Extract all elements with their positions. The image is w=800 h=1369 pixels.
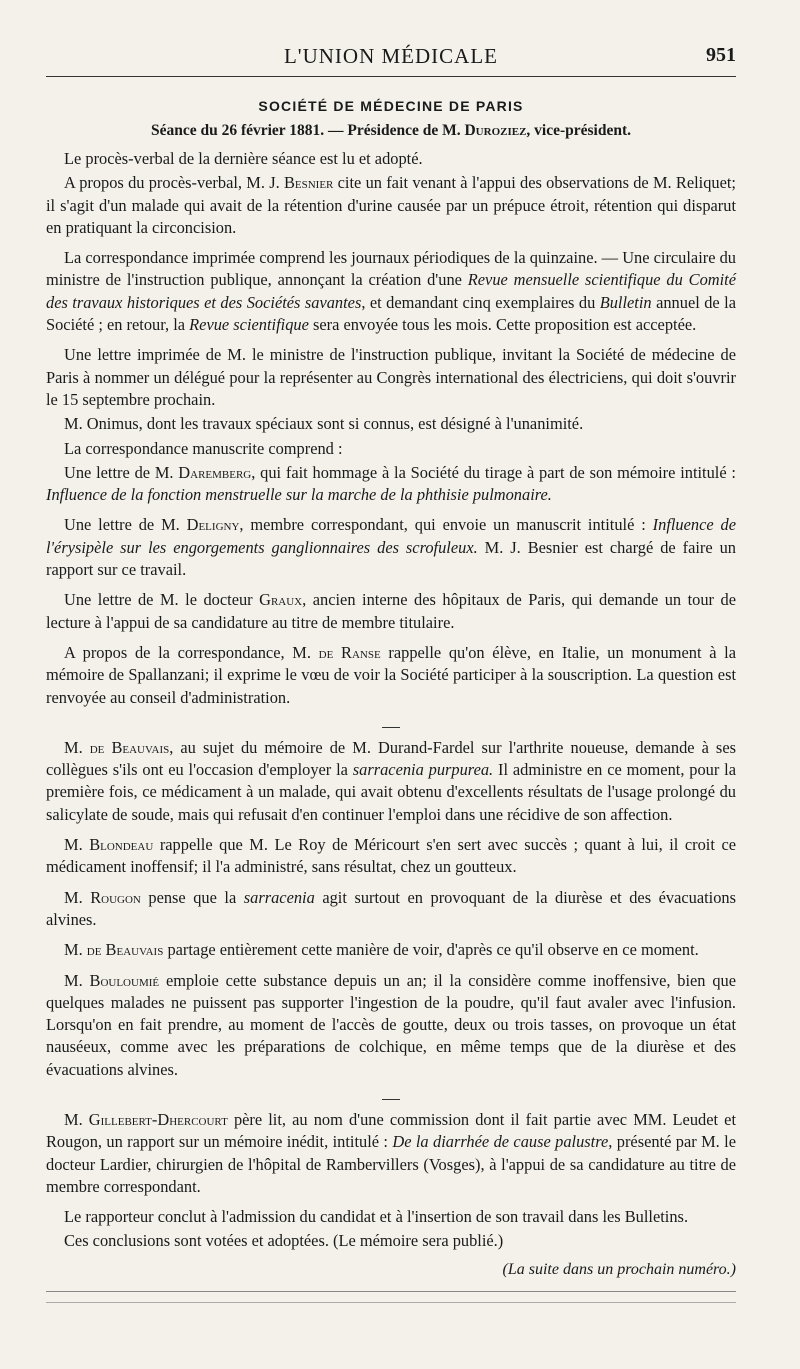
person-name: Daremberg	[178, 462, 252, 482]
paragraph	[46, 939, 736, 961]
publication-title: Revue scientifique	[189, 315, 309, 335]
text-run: partage entièrement cette manière de voir, d'après ce qu'il observe en ce moment.	[163, 940, 699, 960]
memoir-title: Influence de l'érysipèle sur les engorgements ganglionnaires des scrofuleux.	[46, 515, 736, 557]
journal-title: L'UNION MÉDICALE	[283, 44, 498, 68]
paragraph	[46, 887, 736, 932]
publication-title: Bulletin	[599, 292, 652, 312]
text-run: Une lettre de M.	[64, 462, 179, 482]
text-run: M.	[64, 835, 90, 855]
person-name: de Ranse	[318, 642, 381, 662]
seance-suffix: , vice-président.	[526, 122, 632, 139]
text-run: M.	[64, 737, 90, 757]
person-name: Bouloumié	[89, 970, 160, 990]
text-run: rappelle que M. Le Roy de Méricourt s'en sert avec succès ; quant à lui, il croit ce médicament inoffensif; il l'a administré, sans résultat, chez un goutteux.	[46, 835, 736, 877]
person-name: de Beauvais	[86, 940, 164, 960]
seance-prefix: Séance du 26 février 1881. — Présidence de M.	[150, 122, 465, 139]
president-name: Duroziez	[464, 122, 527, 139]
person-name: Blondeau	[89, 835, 154, 855]
text-run: Ces conclusions sont votées et adoptées. (Le mémoire sera publié.)	[64, 1231, 504, 1251]
text-run: M.	[64, 940, 87, 960]
text-run: rappelle qu'on élève, en Italie, un monument à la mémoire de Spallanzani; il exprime le vœu de voir la Société participer à la souscription. La question est renvoyée au conseil d'administration.	[46, 642, 736, 707]
text-run: M. Onimus, dont les travaux spéciaux sont si connus, est désigné à l'unanimité.	[64, 414, 584, 434]
paragraph	[46, 413, 736, 435]
text-run: La correspondance manuscrite comprend :	[64, 438, 343, 458]
text-run: emploie cette substance depuis un an; il la considère comme inoffensive, bien que quelques malades ne puissent pas supporter l'ingestion de la poudre, qu'il faut avaler avec l'infusion. Lorsqu'on en fait prendre, au moment de l'accès de goutte, deux ou trois tasses, on provoque un état nauséeux, comme avec les préparations de colchique, en même temps que de la diurèse et des évacuations alvines.	[46, 970, 736, 1079]
header-rule	[46, 76, 736, 77]
person-name: Besnier	[283, 173, 334, 193]
text-run: agit surtout en provoquant de la diurèse et des évacuations alvines.	[46, 887, 736, 929]
paragraph	[46, 438, 736, 460]
text-run: sera envoyée tous les mois. Cette proposition est acceptée.	[308, 315, 697, 335]
text-run: , membre correspondant, qui envoie un manuscrit intitulé :	[239, 515, 653, 535]
paragraph	[46, 589, 736, 634]
seance-line	[46, 122, 736, 140]
page-number: 951	[706, 44, 736, 66]
paragraph	[46, 148, 736, 170]
paragraph	[46, 1109, 736, 1198]
paragraph	[46, 1230, 736, 1252]
plant-name: sarracenia	[243, 887, 315, 907]
text-run: Le rapporteur conclut à l'admission du candidat et à l'insertion de son travail dans les Bulletins.	[64, 1207, 689, 1227]
text-run: Le procès-verbal de la dernière séance est lu et adopté.	[64, 149, 423, 168]
document-page	[46, 20, 736, 1303]
text-run: , au sujet du mémoire de M. Durand-Fardel sur l'arthrite noueuse, demande à ses collègues s'ils ont eu l'occasion d'employer la	[46, 737, 736, 780]
text-run: Une lettre de M.	[64, 515, 187, 535]
text-run: La correspondance imprimée comprend les journaux périodiques de la quinzaine. — Une circulaire du ministre de l'instruction publique, annonçant la création d'une	[46, 248, 736, 290]
text-run: M.	[64, 970, 90, 990]
text-run: , et demandant cinq exemplaires du	[361, 292, 600, 312]
page-header	[46, 20, 736, 76]
text-run: pense que la	[140, 887, 244, 907]
person-name: de Beauvais	[89, 737, 170, 757]
plant-name: sarracenia purpurea.	[352, 760, 494, 780]
separator	[46, 1089, 736, 1103]
separator	[46, 717, 736, 731]
footer-rule	[46, 1291, 736, 1292]
paragraph	[46, 834, 736, 879]
minutes-body	[46, 148, 736, 1281]
paragraph	[46, 514, 736, 581]
paragraph	[46, 462, 736, 507]
memoir-title: Influence de la fonction menstruelle sur la marche de la phthisie pulmonaire.	[46, 485, 552, 505]
text-run: , présenté par M. le docteur Lardier, chirurgien de l'hôpital de Rambervillers (Vosges), à l'appui de sa candidature au titre de membre correspondant.	[46, 1132, 736, 1196]
text-run: Une lettre de M. le docteur	[64, 590, 260, 610]
text-run: A propos du procès-verbal, M. J.	[64, 173, 284, 193]
memoir-title: De la diarrhée de cause palustre	[392, 1132, 609, 1152]
section-title: SOCIÉTÉ DE MÉDECINE DE PARIS	[258, 98, 524, 114]
text-run: , qui fait hommage à la Société du tirage à part de son mémoire intitulé :	[251, 462, 736, 482]
paragraph	[46, 1206, 736, 1228]
publication-title: Revue mensuelle scientifique du Comité des travaux historiques et des Sociétés savantes	[46, 270, 736, 312]
paragraph	[46, 642, 736, 709]
person-name: Deligny	[186, 515, 240, 535]
text-run: M.	[64, 1109, 89, 1129]
person-name: Graux	[259, 590, 303, 610]
paragraph	[46, 247, 736, 336]
text-run: Une lettre imprimée de M. le ministre de l'instruction publique, invitant la Société de médecine de Paris à nommer un délégué pour la représenter au Congrès international des électriciens, qui doit s'ouvrir le 15 septembre prochain.	[46, 345, 736, 409]
text-run: , ancien interne des hôpitaux de Paris, qui demande un tour de lecture à l'appui de sa candidature au titre de membre titulaire.	[46, 590, 736, 632]
text-run: M.	[64, 887, 91, 907]
paragraph	[46, 344, 736, 411]
text-run: père lit, au nom d'une commission dont il fait partie avec MM. Leudet et Rougon, un rapport sur un mémoire inédit, intitulé :	[46, 1109, 736, 1152]
paragraph	[46, 737, 736, 826]
paragraph	[46, 172, 736, 239]
text-run: Il administre en ce moment, pour la première fois, ce médicament à un malade, qui avait obtenu d'excellents résultats de l'usage prolongé du salicylate de soude, mais qui refusait d'en continuer l'emploi dans une récidive de son affection.	[46, 760, 736, 824]
text-run: A propos de la correspondance, M.	[64, 642, 319, 662]
footer-rule	[46, 1302, 736, 1303]
text-run: M. J. Besnier est chargé de faire un rapport sur ce travail.	[46, 537, 736, 580]
continuation-note: (La suite dans un prochain numéro.)	[502, 1260, 736, 1278]
person-name: Rougon	[90, 887, 141, 907]
person-name: Gillebert-Dhercourt	[88, 1109, 228, 1129]
text-run: annuel de la Société ; en retour, la	[46, 292, 736, 335]
text-run: cite un fait venant à l'appui des observations de M. Reliquet; il s'agit d'un malade qui avait de la rétention d'urine causée par un prépuce étroit, rétention qui disparut en pratiquant la circoncision.	[46, 173, 736, 237]
paragraph	[46, 970, 736, 1081]
